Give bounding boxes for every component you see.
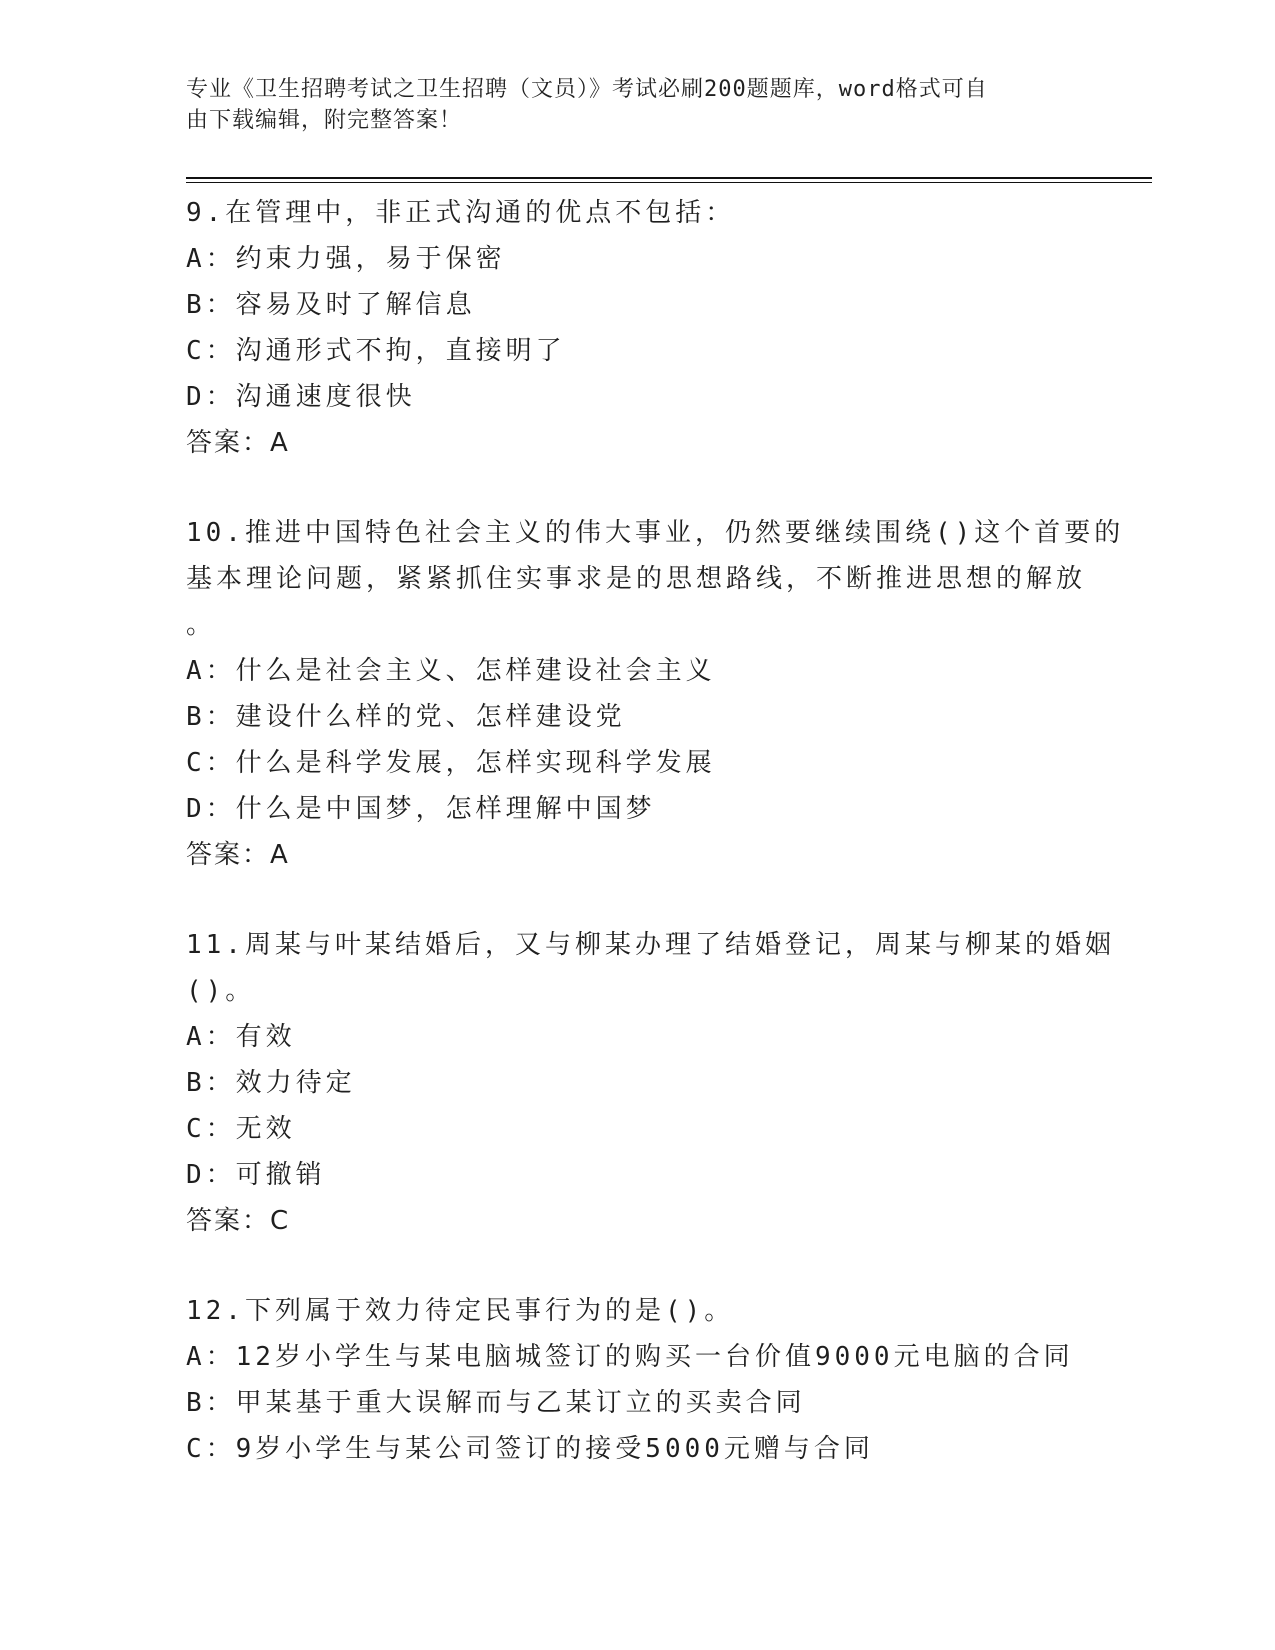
- header-line-1: 专业《卫生招聘考试之卫生招聘（文员）》考试必刷200题题库，word格式可自: [186, 77, 988, 102]
- option-a: A：约束力强，易于保密: [186, 244, 506, 274]
- option-a: A：什么是社会主义、怎样建设社会主义: [186, 656, 716, 686]
- option-d: D：什么是中国梦，怎样理解中国梦: [186, 794, 656, 824]
- question-stem: 11.周某与叶某结婚后，又与柳某办理了结婚登记，周某与柳某的婚姻: [186, 930, 1115, 960]
- answer-line: 答案：C: [186, 1206, 291, 1236]
- answer-line: 答案：A: [186, 428, 290, 458]
- question-item: [186, 510, 1125, 878]
- header-divider-thick: [186, 177, 1152, 179]
- question-item: [186, 190, 1086, 466]
- question-stem: 10.推进中国特色社会主义的伟大事业，仍然要继续围绕()这个首要的: [186, 518, 1125, 548]
- option-b: B：建设什么样的党、怎样建设党: [186, 702, 626, 732]
- question-item: [186, 922, 1115, 1244]
- header-divider-thin: [186, 182, 1152, 183]
- option-c: C：什么是科学发展，怎样实现科学发展: [186, 748, 716, 778]
- option-d: D：可撤销: [186, 1160, 326, 1190]
- option-b: B：甲某基于重大误解而与乙某订立的买卖合同: [186, 1388, 806, 1418]
- question-item: [186, 1288, 1086, 1472]
- question-stem: 9.在管理中，非正式沟通的优点不包括：: [186, 198, 736, 228]
- question-stem: 12.下列属于效力待定民事行为的是()。: [186, 1296, 735, 1326]
- option-d: D：沟通速度很快: [186, 382, 416, 412]
- option-b: B：效力待定: [186, 1068, 356, 1098]
- option-a: A：12岁小学生与某电脑城签订的购买一台价值9000元电脑的合同: [186, 1342, 1074, 1372]
- question-stem-continued: ()。: [186, 976, 256, 1006]
- question-stem-continued: 。: [186, 610, 217, 640]
- option-b: B：容易及时了解信息: [186, 290, 476, 320]
- option-a: A：有效: [186, 1022, 296, 1052]
- header-line-2: 由下载编辑，附完整答案！: [186, 108, 463, 133]
- option-c: C：沟通形式不拘，直接明了: [186, 336, 566, 366]
- option-c: C：无效: [186, 1114, 296, 1144]
- question-stem-continued: 基本理论问题，紧紧抓住实事求是的思想路线，不断推进思想的解放: [186, 564, 1087, 594]
- answer-line: 答案：A: [186, 840, 290, 870]
- document-header: [186, 74, 1066, 136]
- option-c: C：9岁小学生与某公司签订的接受5000元赠与合同: [186, 1434, 874, 1464]
- question-list: [186, 190, 1125, 1472]
